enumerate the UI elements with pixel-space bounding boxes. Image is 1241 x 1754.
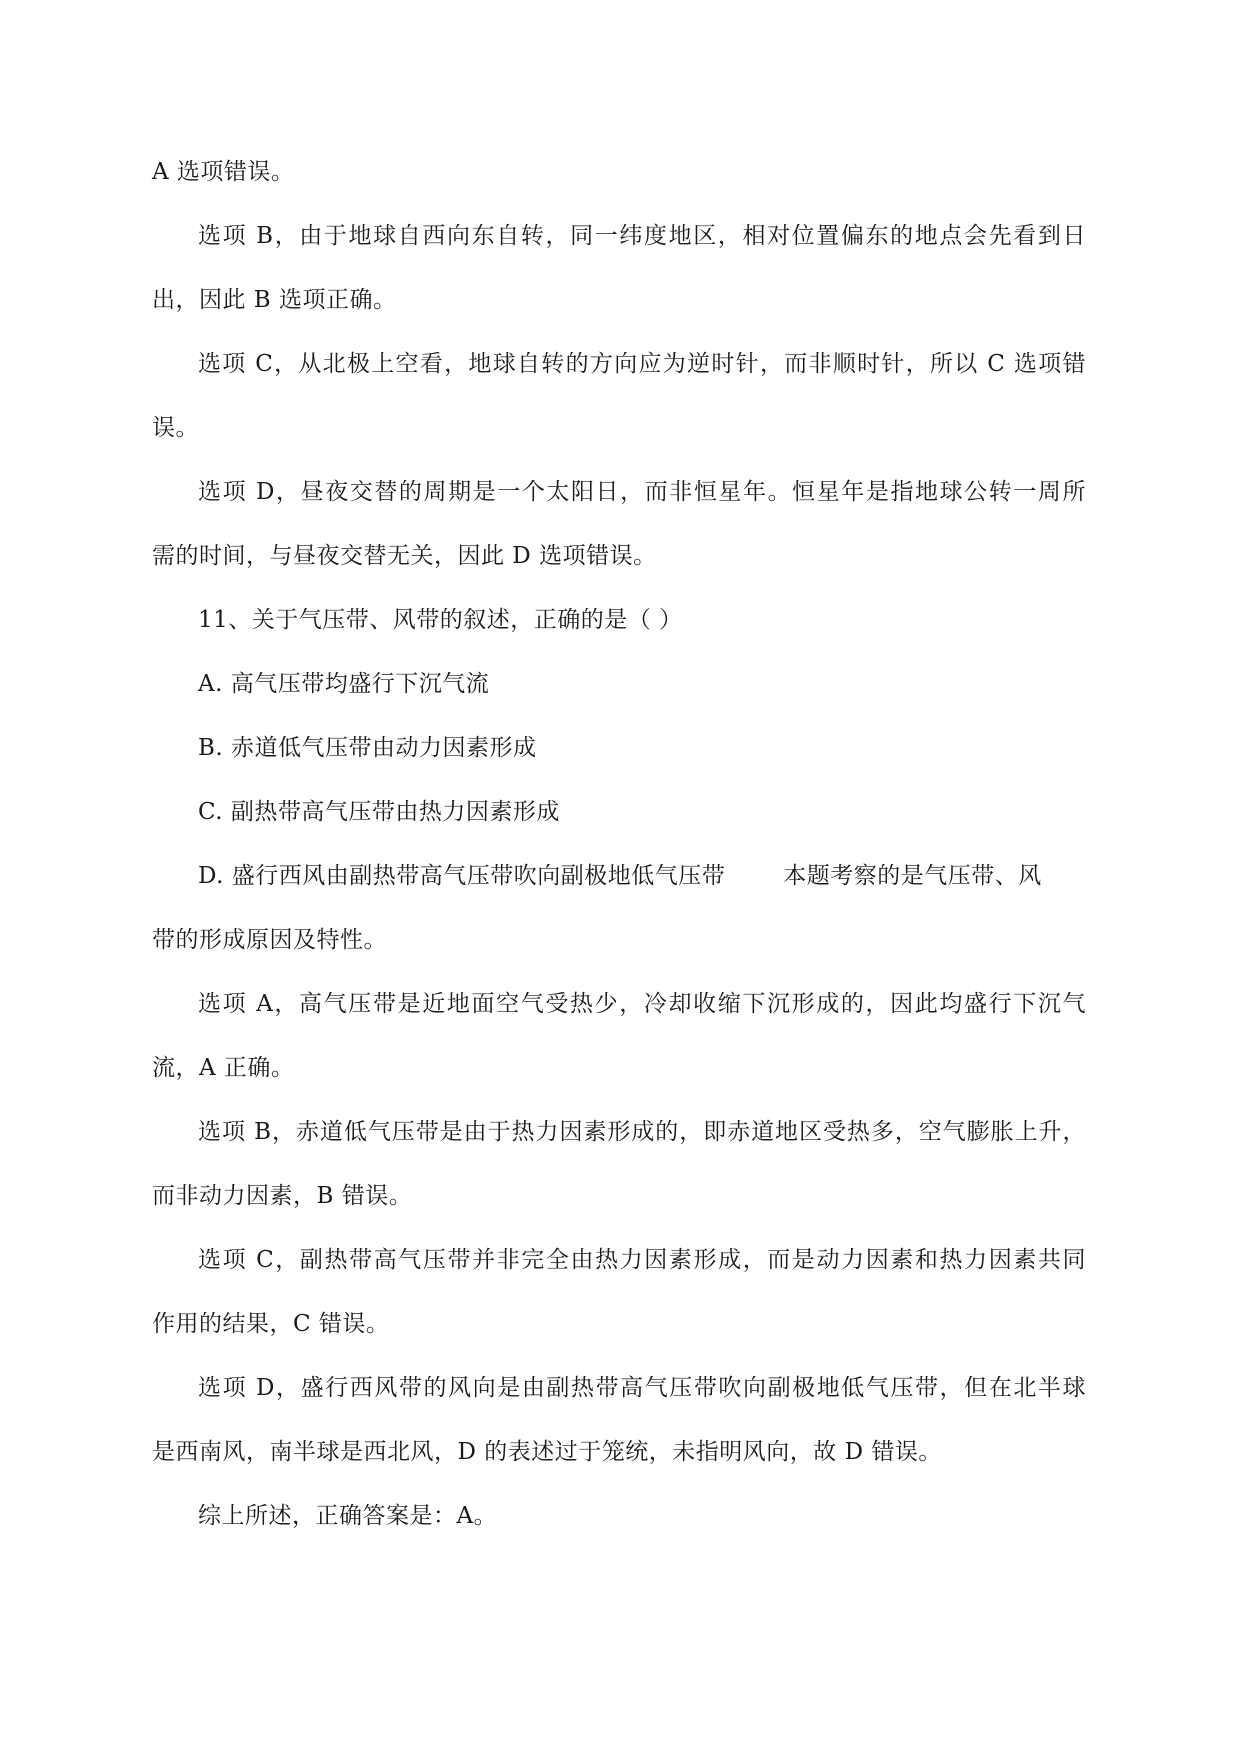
- option-d-line: [152, 844, 1086, 908]
- paragraph-line: 而非动力因素，B 错误。: [152, 1183, 413, 1209]
- paragraph-line: 选项 B，由于地球自西向东自转，同一纬度地区，相对位置偏东的地点会先看到日: [198, 223, 1086, 249]
- paragraph-line: 选项 D，盛行西风带的风向是由副热带高气压带吹向副极地低气压带，但在北半球: [198, 1375, 1086, 1401]
- option-b: B. 赤道低气压带由动力因素形成: [198, 735, 537, 761]
- question-stem: 11、关于气压带、风带的叙述，正确的是（ ）: [198, 607, 683, 633]
- paragraph-line: 出，因此 B 选项正确。: [152, 287, 397, 313]
- option-a: A. 高气压带均盛行下沉气流: [198, 671, 490, 697]
- conclusion-line: 综上所述，正确答案是：A。: [198, 1503, 498, 1529]
- paragraph-line: 误。: [152, 415, 199, 441]
- paragraph-line: 选项 A，高气压带是近地面空气受热少，冷却收缩下沉形成的，因此均盛行下沉气: [198, 991, 1086, 1017]
- paragraph-line: 需的时间，与昼夜交替无关，因此 D 选项错误。: [152, 543, 657, 569]
- paragraph-line: 选项 C，副热带高气压带并非完全由热力因素形成，而是动力因素和热力因素共同: [198, 1247, 1086, 1273]
- paragraph-line: 是西南风，南半球是西北风，D 的表述过于笼统，未指明风向，故 D 错误。: [152, 1439, 942, 1465]
- paragraph-line: A 选项错误。: [152, 159, 295, 185]
- document-page: [152, 140, 1086, 1548]
- option-d: D. 盛行西风由副热带高气压带吹向副极地低气压带: [198, 863, 726, 889]
- paragraph-line: 选项 C，从北极上空看，地球自转的方向应为逆时针，而非顺时针，所以 C 选项错: [198, 351, 1086, 377]
- paragraph-line: 选项 B，赤道低气压带是由于热力因素形成的，即赤道地区受热多，空气膨胀上升，: [198, 1119, 1086, 1145]
- option-c: C. 副热带高气压带由热力因素形成: [198, 799, 560, 825]
- paragraph-line: 流，A 正确。: [152, 1055, 295, 1081]
- paragraph-line: 选项 D，昼夜交替的周期是一个太阳日，而非恒星年。恒星年是指地球公转一周所: [198, 479, 1086, 505]
- paragraph-line: 带的形成原因及特性。: [152, 927, 387, 953]
- analysis-intro: 本题考察的是气压带、风: [783, 863, 1042, 889]
- paragraph-line: 作用的结果，C 错误。: [152, 1311, 390, 1337]
